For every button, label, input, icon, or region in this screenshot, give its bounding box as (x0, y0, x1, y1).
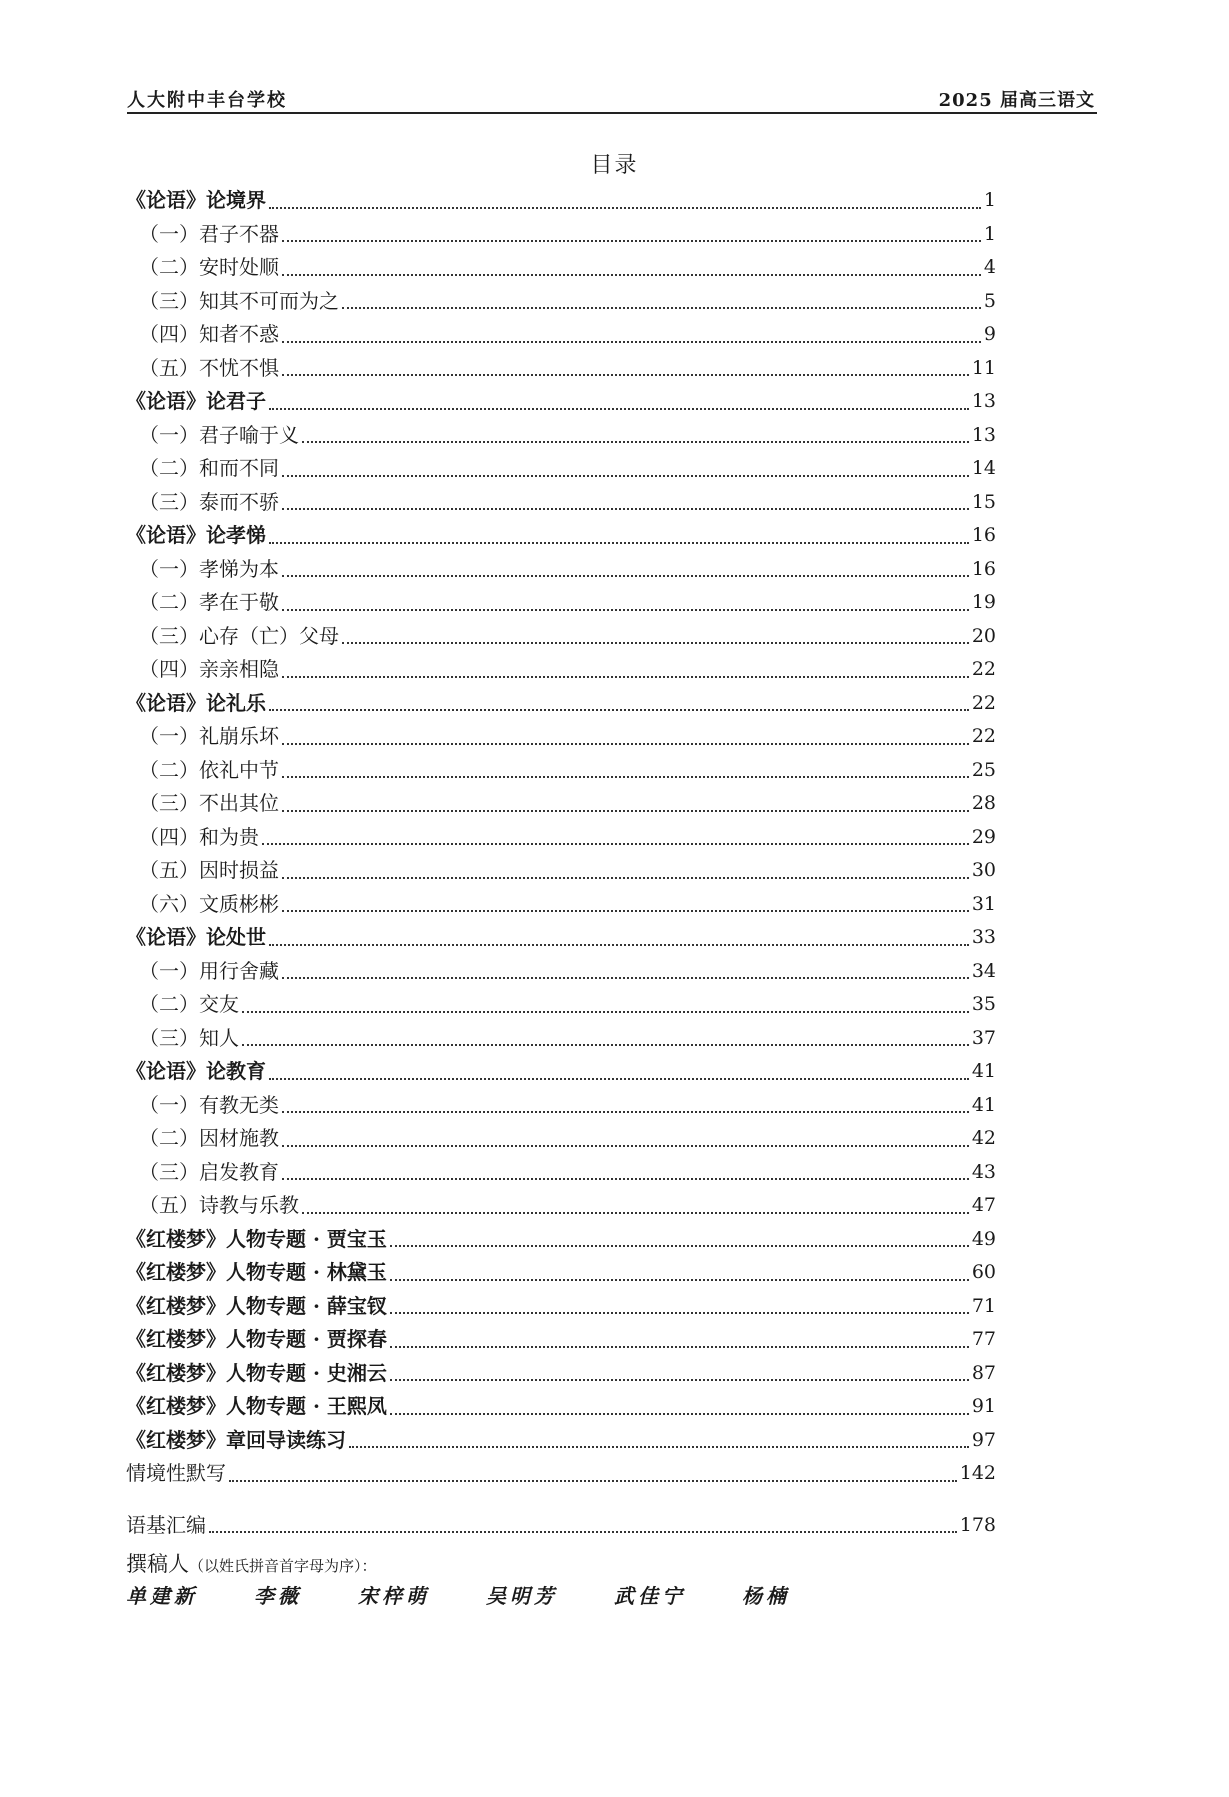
author-name: 吴明芳 (486, 1584, 558, 1608)
toc-entry-page: 31 (971, 892, 996, 915)
toc-entry[interactable] (126, 754, 996, 788)
dot-leader (229, 1480, 957, 1482)
dot-leader (262, 843, 969, 845)
toc-entry-label: 《红楼梦》人物专题 · 史湘云 (126, 1360, 387, 1385)
toc-entry-page: 20 (971, 624, 996, 647)
dot-leader (282, 575, 969, 577)
toc-entry[interactable] (126, 1189, 996, 1223)
toc-entry-label: 《论语》论礼乐 (126, 690, 266, 715)
dot-leader (349, 1446, 969, 1448)
toc-entry-page: 14 (971, 457, 996, 479)
toc-entry-page: 43 (971, 1160, 996, 1183)
toc-entry[interactable] (126, 620, 996, 654)
header-rule (127, 112, 1097, 114)
toc-entry[interactable] (126, 553, 996, 587)
toc-entry[interactable] (126, 419, 996, 453)
toc-entry-page: 178 (959, 1513, 996, 1536)
toc-entry-page: 13 (971, 390, 996, 412)
toc-entry-label: （五）诗教与乐教 (139, 1193, 299, 1217)
toc-entry[interactable] (126, 787, 996, 821)
author-name: 李薇 (254, 1584, 302, 1608)
toc-entry-page: 77 (971, 1328, 996, 1350)
toc-entry[interactable] (126, 1290, 996, 1324)
toc-entry-label: 《红楼梦》人物专题 · 贾探春 (126, 1327, 387, 1351)
table-of-contents (126, 184, 996, 1542)
dot-leader (269, 408, 969, 410)
toc-entry-page: 16 (971, 524, 996, 546)
dot-leader (282, 1145, 969, 1147)
toc-entry-page: 41 (971, 1093, 996, 1116)
toc-entry[interactable] (126, 251, 996, 285)
toc-entry-label: （一）孝悌为本 (139, 556, 279, 581)
toc-entry-page: 91 (971, 1395, 996, 1417)
toc-entry[interactable] (126, 1323, 996, 1357)
toc-title: 目录 (590, 153, 639, 178)
toc-entry-label: 《红楼梦》章回导读练习 (126, 1427, 346, 1452)
dot-leader (282, 1111, 969, 1113)
toc-entry[interactable] (126, 821, 996, 855)
toc-entry-page: 22 (971, 725, 996, 747)
toc-entry[interactable] (126, 1156, 996, 1190)
dot-leader (242, 1011, 969, 1013)
toc-entry-label: 情境性默写 (126, 1461, 226, 1485)
dot-leader (282, 274, 981, 276)
toc-entry[interactable] (126, 519, 996, 553)
toc-entry[interactable] (126, 586, 996, 620)
dot-leader (282, 910, 969, 912)
toc-entry-label: （三）知人 (139, 1025, 239, 1050)
dot-leader (269, 709, 969, 711)
dot-leader (282, 609, 969, 611)
toc-entry-label: （一）有教无类 (139, 1092, 279, 1117)
toc-entry[interactable] (126, 653, 996, 687)
toc-entry[interactable] (126, 720, 996, 754)
toc-entry[interactable] (126, 452, 996, 486)
dot-leader (282, 776, 969, 778)
authors-heading (126, 1548, 377, 1578)
toc-entry-page: 34 (971, 959, 996, 982)
toc-entry[interactable] (126, 1089, 996, 1123)
toc-entry-page: 49 (971, 1227, 996, 1250)
toc-entry[interactable] (126, 1256, 996, 1290)
toc-entry-page: 33 (971, 926, 996, 948)
dot-leader (282, 977, 969, 979)
dot-leader (282, 240, 981, 242)
dot-leader (282, 810, 969, 812)
header-course: 2025 届高三语文 (938, 90, 1095, 111)
toc-entry-page: 30 (971, 859, 996, 881)
toc-entry-label: （一）用行舍藏 (139, 958, 279, 983)
toc-entry[interactable] (126, 687, 996, 721)
toc-entry-page: 11 (971, 356, 996, 379)
toc-entry-label: （三）不出其位 (139, 791, 279, 815)
toc-entry-page: 22 (971, 691, 996, 714)
toc-entry-label: （一）君子喻于义 (139, 422, 299, 447)
dot-leader (282, 877, 969, 879)
toc-entry-page: 28 (971, 792, 996, 814)
toc-entry[interactable] (126, 1122, 996, 1156)
toc-entry[interactable] (126, 921, 996, 955)
toc-entry[interactable] (126, 854, 996, 888)
toc-entry[interactable] (126, 988, 996, 1022)
toc-entry[interactable] (126, 285, 996, 319)
dot-leader (242, 1044, 969, 1046)
toc-entry-label: 《红楼梦》人物专题 · 薛宝钗 (126, 1293, 387, 1318)
toc-entry-label: （三）知其不可而为之 (139, 288, 339, 313)
toc-entry-label: 《论语》论境界 (126, 188, 266, 212)
toc-entry-label: 《红楼梦》人物专题 · 林黛玉 (126, 1260, 387, 1284)
toc-entry-label: （四）和为贵 (139, 824, 259, 849)
dot-leader (282, 508, 969, 510)
toc-entry[interactable] (126, 1390, 996, 1424)
dot-leader (390, 1312, 969, 1314)
toc-entry-label: 《论语》论处世 (126, 925, 266, 949)
dot-leader (282, 743, 969, 745)
toc-entry[interactable] (126, 1223, 996, 1257)
toc-entry-label: 语基汇编 (126, 1512, 206, 1537)
dot-leader (390, 1379, 969, 1381)
toc-entry-page: 29 (971, 825, 996, 848)
toc-entry-page: 35 (971, 993, 996, 1015)
authors-note: （以姓氏拼音首字母为序）： (189, 1557, 377, 1575)
dot-leader (282, 341, 981, 343)
header-school: 人大附中丰台学校 (127, 90, 287, 111)
toc-entry[interactable] (126, 955, 996, 989)
toc-entry-label: （二）安时处顺 (139, 255, 279, 279)
toc-entry-page: 97 (971, 1428, 996, 1451)
toc-entry-label: 《论语》论君子 (126, 389, 266, 413)
toc-entry-label: （二）交友 (139, 992, 239, 1016)
toc-entry-page: 22 (971, 658, 996, 680)
dot-leader (302, 1212, 969, 1214)
toc-entry-page: 15 (971, 490, 996, 513)
toc-entry-page: 4 (983, 256, 996, 278)
toc-entry-label: （四）亲亲相隐 (139, 657, 279, 681)
toc-entry-label: （三）心存（亡）父母 (139, 623, 339, 648)
toc-entry-label: （三）泰而不骄 (139, 489, 279, 514)
toc-entry-page: 87 (971, 1361, 996, 1384)
authors-title: 撰稿人 (126, 1552, 189, 1576)
toc-entry[interactable] (126, 218, 996, 252)
author-name: 宋梓萌 (358, 1584, 430, 1608)
dot-leader (342, 307, 981, 309)
toc-entry[interactable] (126, 888, 996, 922)
toc-entry[interactable] (126, 486, 996, 520)
dot-leader (269, 207, 981, 209)
dot-leader (209, 1531, 957, 1533)
toc-entry-label: （五）因时损益 (139, 858, 279, 882)
author-name: 杨楠 (742, 1584, 790, 1608)
author-name: 武佳宁 (614, 1584, 686, 1608)
dot-leader (390, 1346, 969, 1348)
dot-leader (282, 475, 969, 477)
toc-entry[interactable] (126, 318, 996, 352)
toc-entry-label: （一）君子不器 (139, 221, 279, 246)
dot-leader (269, 542, 969, 544)
author-name: 单建新 (126, 1584, 198, 1608)
toc-entry-label: （二）和而不同 (139, 456, 279, 480)
toc-entry-label: （四）知者不惑 (139, 322, 279, 346)
toc-entry-page: 41 (971, 1060, 996, 1082)
toc-entry[interactable] (126, 1457, 996, 1491)
dot-leader (390, 1413, 969, 1415)
dot-leader (390, 1245, 969, 1247)
toc-entry-label: （三）启发教育 (139, 1159, 279, 1184)
author-list (126, 1580, 846, 1609)
toc-entry-page: 47 (971, 1194, 996, 1216)
toc-entry-page: 5 (983, 289, 996, 312)
dot-leader (282, 676, 969, 678)
toc-entry-page: 37 (971, 1026, 996, 1049)
dot-leader (269, 1078, 969, 1080)
dot-leader (302, 441, 969, 443)
toc-entry[interactable] (126, 352, 996, 386)
toc-entry-page: 1 (983, 189, 996, 211)
toc-entry-label: （五）不忧不惧 (139, 355, 279, 380)
dot-leader (342, 642, 969, 644)
toc-entry-label: （六）文质彬彬 (139, 891, 279, 916)
dot-leader (269, 944, 969, 946)
toc-entry[interactable] (126, 1055, 996, 1089)
toc-entry-page: 1 (983, 222, 996, 245)
toc-entry-label: （二）依礼中节 (139, 757, 279, 782)
toc-entry-label: （二）孝在于敬 (139, 590, 279, 614)
toc-entry-page: 42 (971, 1127, 996, 1149)
toc-entry-label: 《红楼梦》人物专题 · 王熙凤 (126, 1394, 387, 1418)
dot-leader (282, 1178, 969, 1180)
toc-entry-label: 《论语》论孝悌 (126, 523, 266, 547)
toc-entry[interactable] (126, 385, 996, 419)
toc-entry-label: 《红楼梦》人物专题 · 贾宝玉 (126, 1226, 387, 1251)
toc-entry-page: 142 (959, 1462, 996, 1484)
toc-entry[interactable] (126, 1424, 996, 1458)
toc-entry[interactable] (126, 1357, 996, 1391)
toc-entry-page: 25 (971, 758, 996, 781)
dot-leader (390, 1279, 969, 1281)
toc-entry-page: 13 (971, 423, 996, 446)
toc-entry-page: 19 (971, 591, 996, 613)
toc-entry-page: 71 (971, 1294, 996, 1317)
toc-entry-page: 16 (971, 557, 996, 580)
toc-entry[interactable] (126, 1509, 996, 1543)
toc-entry-label: （一）礼崩乐坏 (139, 724, 279, 748)
toc-entry-label: 《论语》论教育 (126, 1059, 266, 1083)
toc-entry-label: （二）因材施教 (139, 1126, 279, 1150)
toc-entry[interactable] (126, 1022, 996, 1056)
toc-entry-page: 9 (983, 323, 996, 345)
toc-entry-page: 60 (971, 1261, 996, 1283)
dot-leader (282, 374, 969, 376)
toc-entry[interactable] (126, 184, 996, 218)
